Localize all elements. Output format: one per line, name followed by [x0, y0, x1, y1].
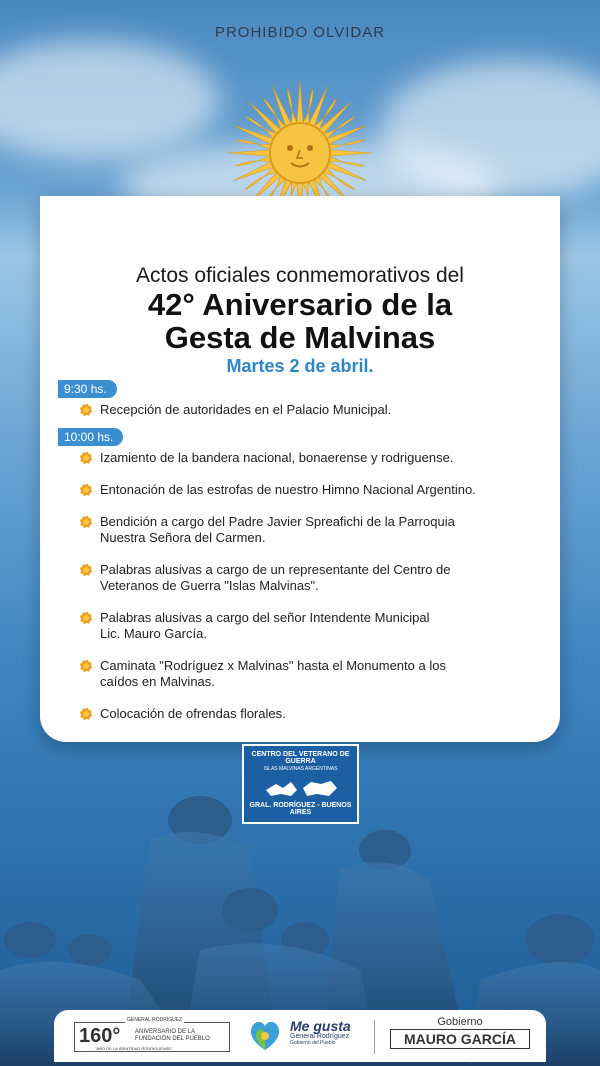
sun-bullet-icon [80, 452, 92, 464]
event-date: Martes 2 de abril. [226, 356, 374, 376]
schedule-item [80, 402, 550, 418]
schedule-item [80, 514, 550, 546]
sun-bullet-icon [80, 484, 92, 496]
anniv-number: 160° [79, 1025, 121, 1047]
line: Veteranos de Guerra "Islas Malvinas". [100, 578, 319, 593]
megusta-sub2: Gobierno del Pueblo [290, 1040, 336, 1046]
anniv-line2: FUNDACIÓN DEL PUEBLO [135, 1036, 210, 1042]
schedule-item-text: Colocación de ofrendas florales. [100, 706, 286, 721]
anniv-top: GENERAL RODRÍGUEZ [127, 1017, 183, 1023]
sun-bullet-icon [80, 612, 92, 624]
sun-bullet-icon [80, 660, 92, 672]
schedule-item [80, 562, 550, 594]
line: Caminata "Rodríguez x Malvinas" hasta el Monumento a los [100, 658, 446, 673]
heading-main-line1: 42° Aniversario de la [147, 287, 453, 322]
government-logo [390, 1016, 530, 1056]
sun-bullet-icon [80, 404, 92, 416]
sun-bullet-icon [80, 708, 92, 720]
schedule-item-text [100, 514, 455, 546]
sun-ray [297, 81, 303, 123]
schedule-item [80, 658, 550, 690]
malvinas-islands-icon [261, 776, 341, 802]
anniversary-logo [74, 1017, 230, 1052]
program-card [40, 196, 560, 742]
schedule-item [80, 482, 550, 498]
anniv-line1: ANIVERSARIO DE LA [135, 1029, 196, 1035]
badge-line2: ISLAS MALVINAS ARGENTINAS [263, 766, 338, 772]
sun-bullet-icon [80, 516, 92, 528]
footer-logos [54, 1010, 546, 1062]
schedule-item [80, 610, 550, 642]
heading-main [40, 288, 560, 354]
schedule-item-text: Entonación de las estrofas de nuestro Himno Nacional Argentino. [100, 482, 476, 497]
time-tag-1000: 10:00 hs. [58, 428, 123, 446]
veterans-center-badge [242, 744, 359, 824]
gov-name: MAURO GARCÍA [390, 1029, 530, 1049]
schedule-item [80, 706, 550, 722]
sun-ray [330, 150, 372, 156]
line: Palabras alusivas a cargo del señor Intendente Municipal [100, 610, 430, 625]
schedule-item [80, 450, 550, 466]
line: Bendición a cargo del Padre Javier Spreafichi de la Parroquia [100, 514, 455, 529]
heading-intro: Actos oficiales conmemorativos del [136, 264, 464, 287]
line: Palabras alusivas a cargo de un representante del Centro de [100, 562, 451, 577]
cloud [0, 40, 220, 160]
megusta-logo [290, 1018, 351, 1046]
divider [374, 1020, 375, 1054]
megusta-sub: General Rodríguez [290, 1033, 350, 1040]
heading-main-line2: Gesta de Malvinas [164, 320, 436, 355]
schedule-item-text: Izamiento de la bandera nacional, bonaerense y rodriguense. [100, 450, 454, 465]
heart-logo-icon [246, 1016, 284, 1054]
schedule-item-text [100, 562, 451, 594]
line: Lic. Mauro García. [100, 626, 207, 641]
schedule-item-text [100, 610, 430, 642]
sun-ray [228, 150, 270, 156]
megusta-title: Me gusta [290, 1018, 351, 1034]
line: caídos en Malvinas. [100, 674, 215, 689]
gov-label: Gobierno [437, 1016, 483, 1028]
line: Nuestra Señora del Carmen. [100, 530, 266, 545]
anniv-line3: "AÑO DE LA IDENTIDAD RODRIGUENSE" [95, 1046, 173, 1051]
badge-line3: GRAL. RODRÍGUEZ - BUENOS AIRES [249, 802, 352, 816]
schedule-item-text [100, 658, 446, 690]
sun-bullet-icon [80, 564, 92, 576]
tagline: PROHIBIDO OLVIDAR [214, 24, 386, 41]
badge-line1: CENTRO DEL VETERANO DE GUERRA [251, 751, 350, 765]
time-tag-0930: 9:30 hs. [58, 380, 117, 398]
schedule-item-text: Recepción de autoridades en el Palacio Municipal. [100, 402, 392, 417]
